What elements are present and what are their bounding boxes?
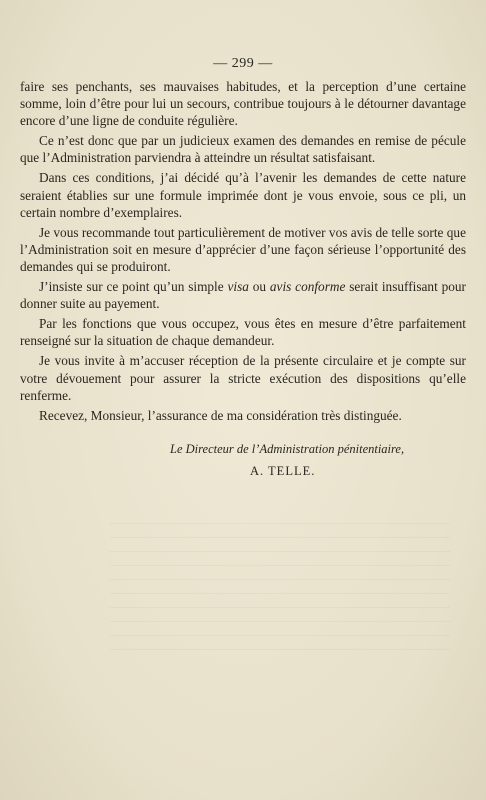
paragraph-insist bbox=[20, 278, 466, 312]
signature-title: Le Directeur de l’Administration pénitentiaire, bbox=[170, 442, 405, 456]
insist-text-start: J’insiste sur ce point qu’un simple bbox=[39, 279, 228, 295]
paragraph-functions: Par les fonctions que vous occupez, vous êtes en mesure d’être parfaitement renseigné sur la situation de chaque demandeur. bbox=[20, 316, 466, 349]
paragraph-decision: Dans ces conditions, j’ai décidé qu’à l’avenir les demandes de cette nature seraient établies sur une formule imprimée dont je vous envoie, sous ce pli, un certain nombre d’exemplaires. bbox=[20, 170, 466, 220]
paragraph-continued: faire ses penchants, ses mauvaises habitudes, et la perception d’une certaine somme, loin d’être pour lui un secours, contribue toujours à le détourner davantage encore d’une ligne de conduite régulière. bbox=[20, 79, 466, 129]
letter-body bbox=[20, 78, 466, 424]
visa-term: visa bbox=[227, 279, 249, 295]
page-number: — 299 — bbox=[213, 56, 273, 71]
signature-name: A. TELLE. bbox=[250, 464, 316, 478]
paragraph-closing: Recevez, Monsieur, l’assurance de ma considération très distinguée. bbox=[39, 407, 402, 423]
insist-text-or: ou bbox=[248, 279, 270, 295]
avis-conforme-term: avis conforme bbox=[269, 279, 346, 295]
bleed-through-texture bbox=[110, 520, 450, 650]
insist-text-end: serait insuffisant pour donner suite au payement. bbox=[20, 279, 466, 312]
paragraph-acknowledge: Je vous invite à m’accuser réception de la présente circulaire et je compte sur votre dévouement pour assurer la stricte exécution des dispositions qu’elle renferme. bbox=[20, 353, 466, 403]
paragraph-recommendation: Je vous recommande tout particulièrement de motiver vos avis de telle sorte que l’Administration soit en mesure d’apprécier d’une façon sérieuse l’opportunité des demandes qui se produiront. bbox=[20, 224, 466, 274]
paragraph-examination: Ce n’est donc que par un judicieux examen des demandes en remise de pécule que l’Administration parviendra à atteindre un résultat satisfaisant. bbox=[20, 133, 466, 166]
